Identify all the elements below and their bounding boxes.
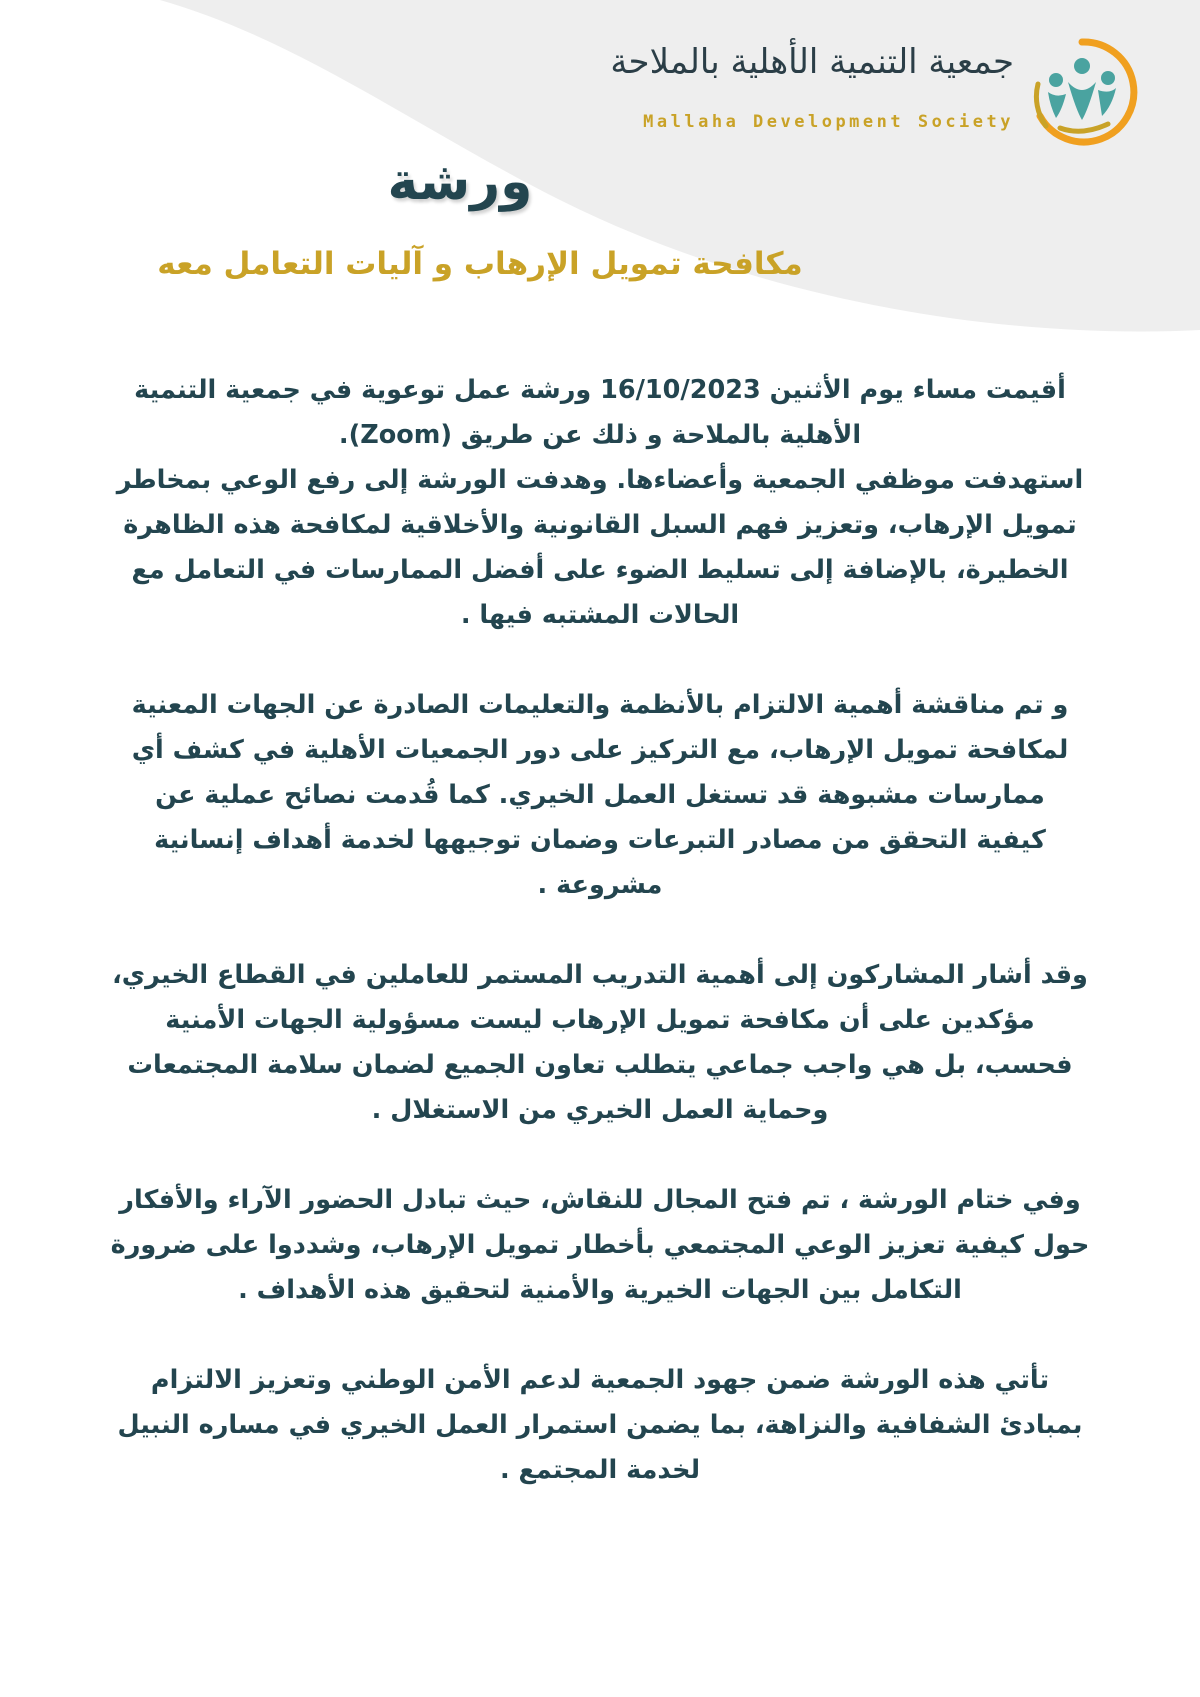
text-line: استهدفت موظفي الجمعية وأعضاءها. وهدفت الورشة إلى رفع الوعي بمخاطر [116, 465, 1084, 495]
text-line: مؤكدين على أن مكافحة تمويل الإرهاب ليست مسؤولية الجهات الأمنية [165, 1005, 1035, 1035]
people-circle-logo-icon [1026, 36, 1138, 148]
text-line: وحماية العمل الخيري من الاستغلال . [371, 1095, 829, 1125]
text-line: الخطيرة، بالإضافة إلى تسليط الضوء على أفضل الممارسات في التعامل مع [131, 555, 1069, 585]
text-line: كيفية التحقق من مصادر التبرعات وضمان توجيهها لخدمة أهداف إنسانية [154, 825, 1046, 855]
paragraph-5 [70, 1358, 1130, 1493]
text-line: لمكافحة تمويل الإرهاب، مع التركيز على دور الجمعيات الأهلية في كشف أي [131, 735, 1069, 765]
article-body [70, 368, 1130, 1538]
text-line: الحالات المشتبه فيها . [460, 600, 740, 630]
page-subtitle: مكافحة تمويل الإرهاب و آليات التعامل معه [157, 246, 803, 282]
text-line: وفي ختام الورشة ، تم فتح المجال للنقاش، حيث تبادل الحضور الآراء والأفكار [119, 1185, 1081, 1215]
org-logo [498, 36, 1138, 154]
text-line: التكامل بين الجهات الخيرية والأمنية لتحقيق هذه الأهداف . [238, 1275, 962, 1305]
text-line: تمويل الإرهاب، وتعزيز فهم السبل القانونية والأخلاقية لمكافحة هذه الظاهرة [123, 510, 1077, 540]
text-line: وقد أشار المشاركون إلى أهمية التدريب المستمر للعاملين في القطاع الخيري، [112, 960, 1088, 990]
paragraph-3 [70, 953, 1130, 1133]
text-line: ممارسات مشبوهة قد تستغل العمل الخيري. كما قُدمت نصائح عملية عن [155, 780, 1045, 810]
page-title: ورشة [387, 152, 533, 212]
text-line: حول كيفية تعزيز الوعي المجتمعي بأخطار تمويل الإرهاب، وشددوا على ضرورة [110, 1230, 1090, 1260]
paragraph-4 [70, 1178, 1130, 1313]
paragraph-1 [70, 368, 1130, 638]
text-line: و تم مناقشة أهمية الالتزام بالأنظمة والتعليمات الصادرة عن الجهات المعنية [131, 690, 1069, 720]
text-line: مشروعة . [537, 870, 663, 900]
text-line: لخدمة المجتمع . [499, 1455, 701, 1485]
text-line: الأهلية بالملاحة و ذلك عن طريق (Zoom). [338, 420, 862, 450]
org-name-english: Mallaha Development Society [643, 112, 1014, 132]
text-line: تأتي هذه الورشة ضمن جهود الجمعية لدعم الأمن الوطني وتعزيز الالتزام [150, 1365, 1050, 1395]
text-line: فحسب، بل هي واجب جماعي يتطلب تعاون الجميع لضمان سلامة المجتمعات [127, 1050, 1073, 1080]
paragraph-2 [70, 683, 1130, 908]
text-line: بمبادئ الشفافية والنزاهة، بما يضمن استمرار العمل الخيري في مساره النبيل [117, 1410, 1083, 1440]
text-line: أقيمت مساء يوم الأثنين 16/10/2023 ورشة عمل توعوية في جمعية التنمية [134, 375, 1066, 405]
org-name-arabic: جمعية التنمية الأهلية بالملاحة [610, 42, 1014, 82]
